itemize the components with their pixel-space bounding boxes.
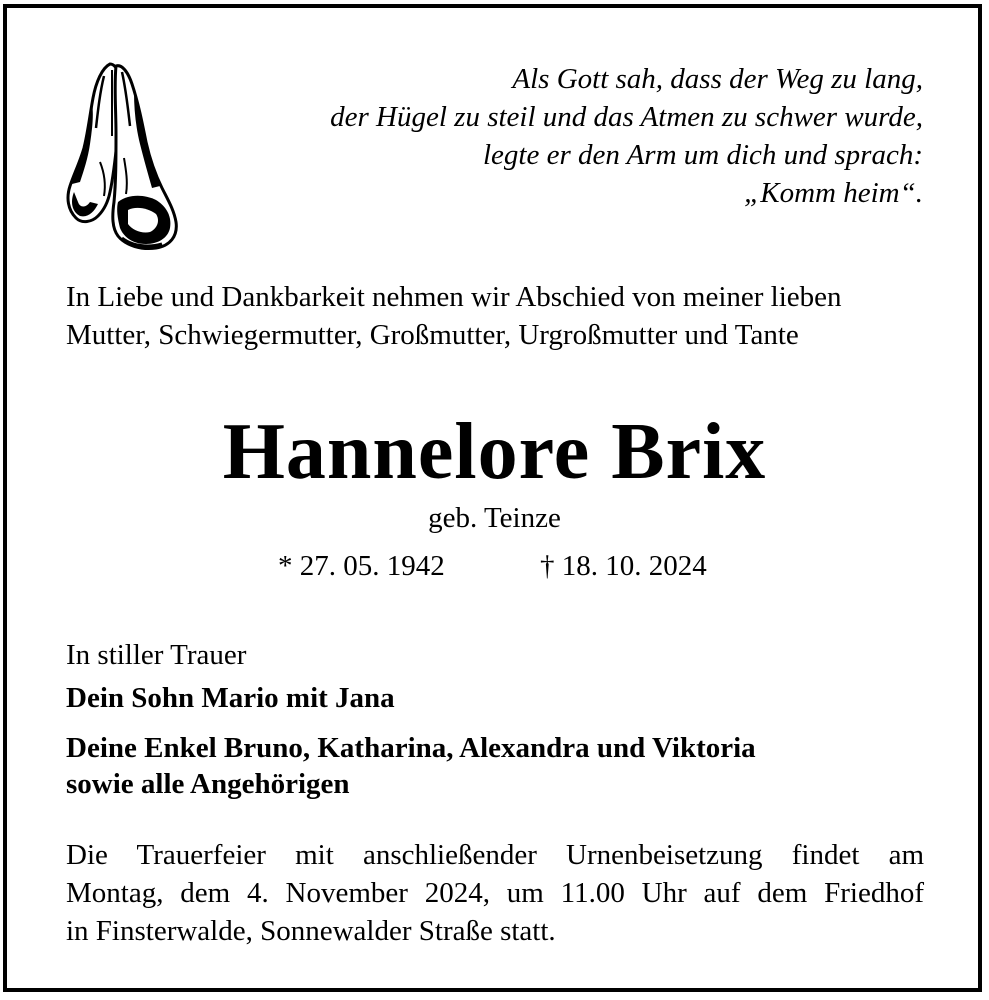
mourners-intro: In stiller Trauer	[66, 639, 247, 671]
poem-line: der Hügel zu steil und das Atmen zu schwer wurde,	[330, 101, 923, 133]
intro-line: In Liebe und Dankbarkeit nehmen wir Abschied von meiner lieben	[66, 281, 842, 313]
maiden-name: geb. Teinze	[428, 502, 561, 534]
death-date: † 18. 10. 2024	[540, 550, 707, 582]
funeral-notice	[66, 836, 924, 950]
poem-line: Als Gott sah, dass der Weg zu lang,	[512, 63, 923, 95]
poem-line: „Komm heim“.	[744, 177, 923, 209]
deceased-name: Hannelore Brix	[222, 408, 767, 496]
poem	[223, 60, 923, 212]
mourner-line: Deine Enkel Bruno, Katharina, Alexandra und Viktoria	[66, 732, 756, 764]
funeral-line: Montag, dem 4. November 2024, um 11.00 Uhr auf dem Friedhof	[66, 877, 924, 909]
mourner-line: Dein Sohn Mario mit Jana	[66, 682, 395, 714]
funeral-line: Die Trauerfeier mit anschließender Urnenbeisetzung findet am	[66, 839, 924, 871]
funeral-line: in Finsterwalde, Sonnewalder Straße statt.	[66, 915, 556, 947]
birth-date: * 27. 05. 1942	[278, 550, 445, 582]
poem-line: legte er den Arm um dich und sprach:	[482, 139, 923, 171]
praying-hands-icon	[62, 62, 182, 252]
mourners-section	[66, 636, 946, 802]
intro-line: Mutter, Schwiegermutter, Großmutter, Urgroßmutter und Tante	[66, 319, 799, 351]
mourner-line: sowie alle Angehörigen	[66, 768, 350, 800]
farewell-intro	[66, 278, 936, 354]
